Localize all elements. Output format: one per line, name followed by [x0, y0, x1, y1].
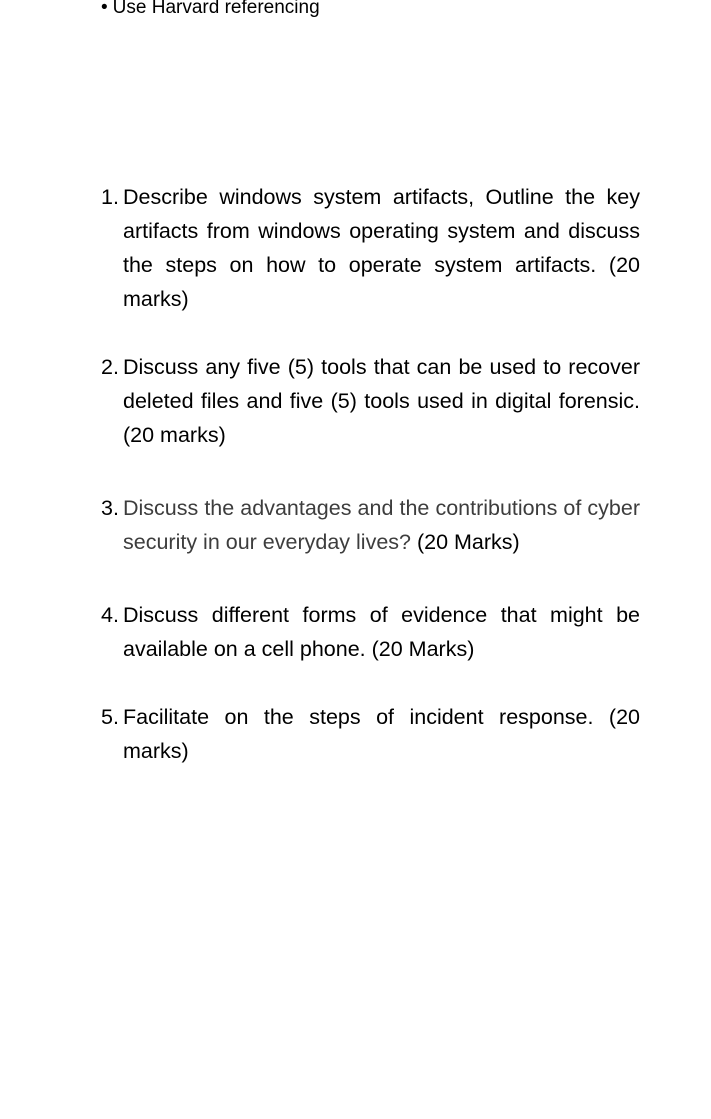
question-text: Facilitate on the steps of incident response. (20 marks)	[123, 705, 640, 763]
referencing-note	[101, 0, 320, 18]
question-number: 5.	[101, 705, 119, 729]
question-text: Describe windows system artifacts, Outline the key artifacts from windows operating system and discuss the steps on how to operate system artifacts. (20 marks)	[123, 185, 640, 311]
question-3	[101, 491, 640, 559]
question-number: 4.	[101, 603, 119, 627]
referencing-note-text: Use Harvard referencing	[112, 0, 320, 18]
question-text	[101, 491, 640, 559]
bullet-icon: •	[101, 0, 108, 18]
question-5	[101, 700, 640, 768]
question-1	[101, 180, 640, 316]
question-marks: (20 Marks)	[410, 530, 520, 554]
question-2	[101, 350, 640, 452]
question-number: 1.	[101, 185, 119, 209]
question-text: Discuss different forms of evidence that might be available on a cell phone. (20 Marks)	[123, 603, 640, 661]
question-number: 3.	[101, 496, 119, 520]
question-4	[101, 598, 640, 666]
question-text: Discuss any five (5) tools that can be used to recover deleted files and five (5) tools used in digital forensic. (20 marks)	[123, 355, 640, 447]
question-number: 2.	[101, 355, 119, 379]
question-text-muted: Discuss the advantages and the contributions of cyber security in our everyday lives?	[123, 496, 640, 554]
